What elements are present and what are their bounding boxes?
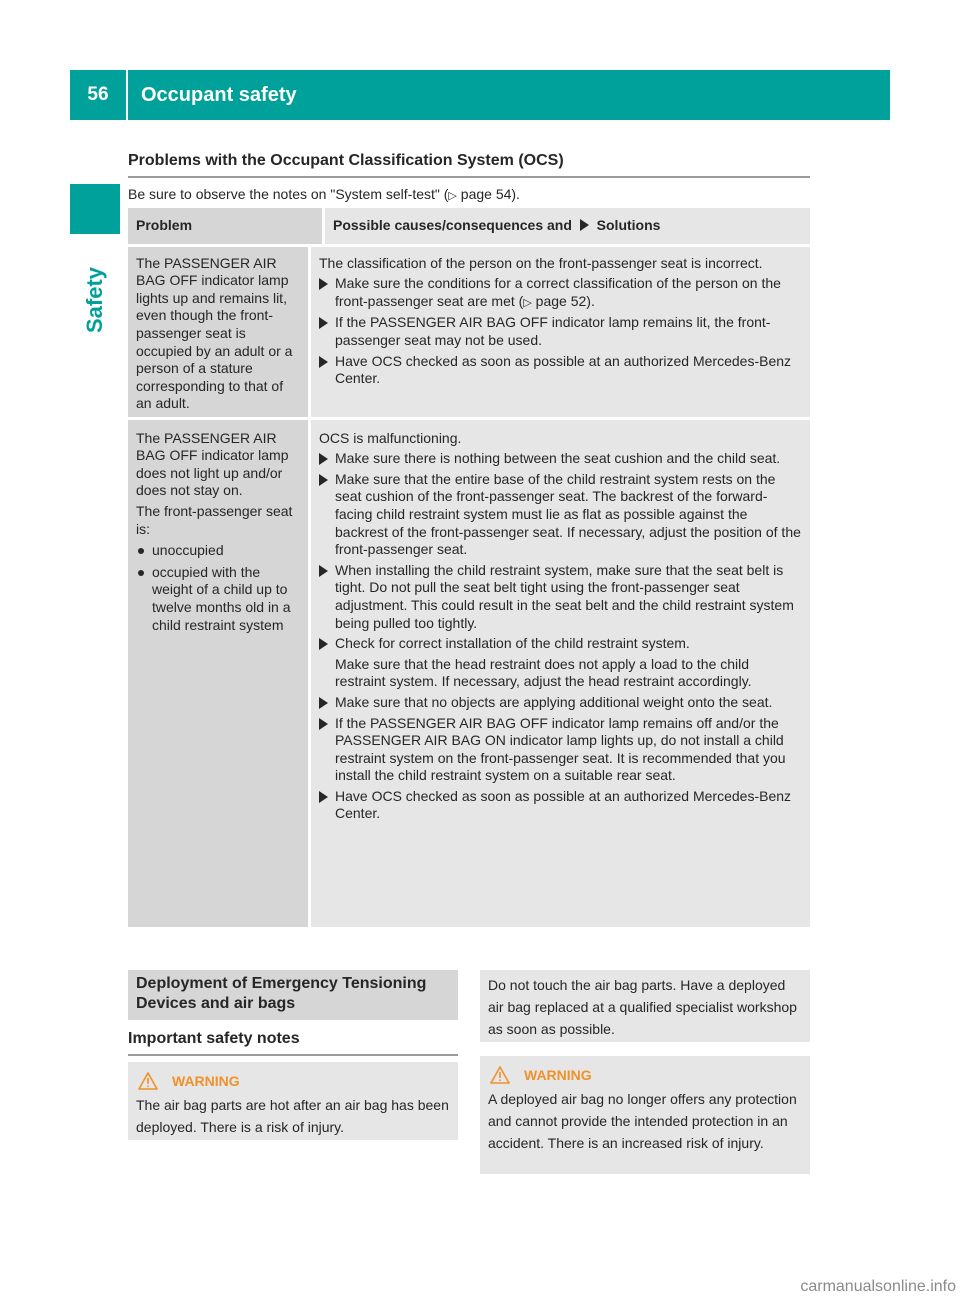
- problem-text: The front-passenger seat is:: [136, 502, 293, 537]
- intro-text: [128, 186, 520, 202]
- list-item: unoccupied: [136, 542, 302, 560]
- step-text: Make sure the conditions for a correct classification of the person on the front-passenger seat are met (: [335, 275, 781, 309]
- solution-step: [319, 715, 802, 785]
- problem-cell: [128, 420, 308, 927]
- table-row: [128, 247, 810, 417]
- step-text: If the PASSENGER AIR BAG OFF indicator lamp remains off and/or the PASSENGER AIR BAG ON indicator lamp lights up, do not install a child restraint system on the front-passenger seat. It is recommended that you install the child restraint system on a suitable rear seat.: [335, 714, 786, 784]
- solution-cell: [311, 247, 810, 417]
- list-item: occupied with the weight of a child up to twelve months old in a child restraint system: [136, 564, 302, 634]
- solution-step: [319, 562, 802, 632]
- step-text: Have OCS checked as soon as possible at an authorized Mercedes-Benz Center.: [335, 352, 792, 387]
- column-header-solutions: [325, 208, 810, 244]
- problem-cell: The PASSENGER AIR BAG OFF indicator lamp lights up and remains lit, even though the front-passenger seat is occupied by an adult or a person of a stature corresponding to that of an adult.: [128, 247, 308, 417]
- intro-text-start: Be sure to observe the notes on "System self-test" (: [128, 186, 449, 202]
- step-text: Make sure that no objects are applying additional weight onto the seat.: [335, 693, 773, 710]
- solution-step: [319, 314, 802, 349]
- warning-box: [128, 1062, 458, 1140]
- step-arrow-icon: [319, 697, 328, 709]
- step-note: Make sure that the head restraint does not apply a load to the child restraint system. If necessary, adjust the head restraint accordingly.: [335, 655, 752, 690]
- warning-triangle-icon: [138, 1072, 158, 1090]
- step-arrow-icon: [319, 565, 328, 577]
- step-arrow-icon: [319, 453, 328, 465]
- step-text: When installing the child restraint system, make sure that the seat belt is tight. Do not pull the seat belt tight using the front-passenger seat adjustment. This could result in the seat belt and the child restraint system being pulled too tightly.: [335, 561, 794, 631]
- warning-label: WARNING: [524, 1067, 592, 1083]
- step-text: Have OCS checked as soon as possible at an authorized Mercedes-Benz Center.: [335, 787, 792, 822]
- ocs-problem-table: [128, 208, 810, 930]
- page-ref-icon: ▷: [448, 189, 457, 202]
- intro-text-end: page 54).: [456, 186, 520, 202]
- warning-header: [136, 1070, 450, 1092]
- solution-step: [319, 471, 802, 559]
- note-box: [480, 970, 810, 1042]
- solution-step: [319, 275, 802, 311]
- warning-triangle-icon: [490, 1066, 510, 1084]
- solution-step: [319, 788, 802, 823]
- solution-cell: [311, 420, 810, 927]
- watermark: carmanualsonline.info: [800, 1278, 956, 1295]
- column-header-problem: Problem: [128, 208, 322, 244]
- warning-text: The air bag parts are hot after an air bag has been deployed. There is a risk of injury.: [136, 1097, 449, 1135]
- step-arrow-icon: [580, 219, 589, 231]
- step-arrow-icon: [319, 638, 328, 650]
- header-divider: [126, 70, 128, 120]
- page-ref-icon: ▷: [523, 295, 532, 309]
- cause-text: The classification of the person on the front-passenger seat is incorrect.: [319, 254, 763, 271]
- important-safety-notes-heading: Important safety notes: [128, 1030, 458, 1056]
- step-arrow-icon: [319, 317, 328, 329]
- column-header-solutions-label: Solutions: [592, 217, 661, 233]
- step-arrow-icon: [319, 278, 328, 290]
- table-row: [128, 420, 810, 927]
- column-header-solutions-text: Possible causes/consequences and: [333, 217, 576, 233]
- cause-text: OCS is malfunctioning.: [319, 429, 462, 446]
- problem-text: The PASSENGER AIR BAG OFF indicator lamp does not light up and/or does not stay on.: [136, 429, 289, 499]
- solution-step: [319, 353, 802, 388]
- step-text-end: page 52).: [531, 292, 595, 309]
- step-text: If the PASSENGER AIR BAG OFF indicator lamp remains lit, the front-passenger seat may not be used.: [335, 314, 771, 348]
- note-text: Do not touch the air bag parts. Have a deployed air bag replaced at a qualified specialist workshop as soon as possible.: [488, 977, 797, 1037]
- warning-header: [488, 1064, 802, 1086]
- step-arrow-icon: [319, 791, 328, 803]
- warning-text: A deployed air bag no longer offers any protection and cannot provide the intended protection in an accident. There is an increased risk of injury.: [488, 1091, 797, 1151]
- warning-box: [480, 1056, 810, 1174]
- step-text: Make sure there is nothing between the seat cushion and the child seat.: [335, 450, 781, 467]
- solution-step: [319, 450, 802, 468]
- step-arrow-icon: [319, 718, 328, 730]
- solution-step: [319, 694, 802, 712]
- deployment-heading: Deployment of Emergency Tensioning Devices and air bags: [128, 970, 458, 1020]
- side-tab-marker: [70, 184, 120, 234]
- step-text: Make sure that the entire base of the child restraint system rests on the seat cushion of the front-passenger seat. The backrest of the forward-facing child restraint system must lie as flat as possible against the backrest of the front-passenger seat. If necessary, adjust the position of the front-passenger seat.: [335, 470, 801, 558]
- chapter-title: Occupant safety: [141, 83, 297, 106]
- step-arrow-icon: [319, 356, 328, 368]
- section-title: Problems with the Occupant Classification System (OCS): [128, 152, 810, 178]
- step-text: Check for correct installation of the child restraint system.: [335, 635, 690, 652]
- table-header-row: [128, 208, 810, 244]
- warning-label: WARNING: [172, 1073, 240, 1089]
- step-arrow-icon: [319, 474, 328, 486]
- solution-step: [319, 635, 802, 653]
- side-tab-label: Safety: [82, 266, 107, 334]
- page-number: 56: [87, 84, 109, 105]
